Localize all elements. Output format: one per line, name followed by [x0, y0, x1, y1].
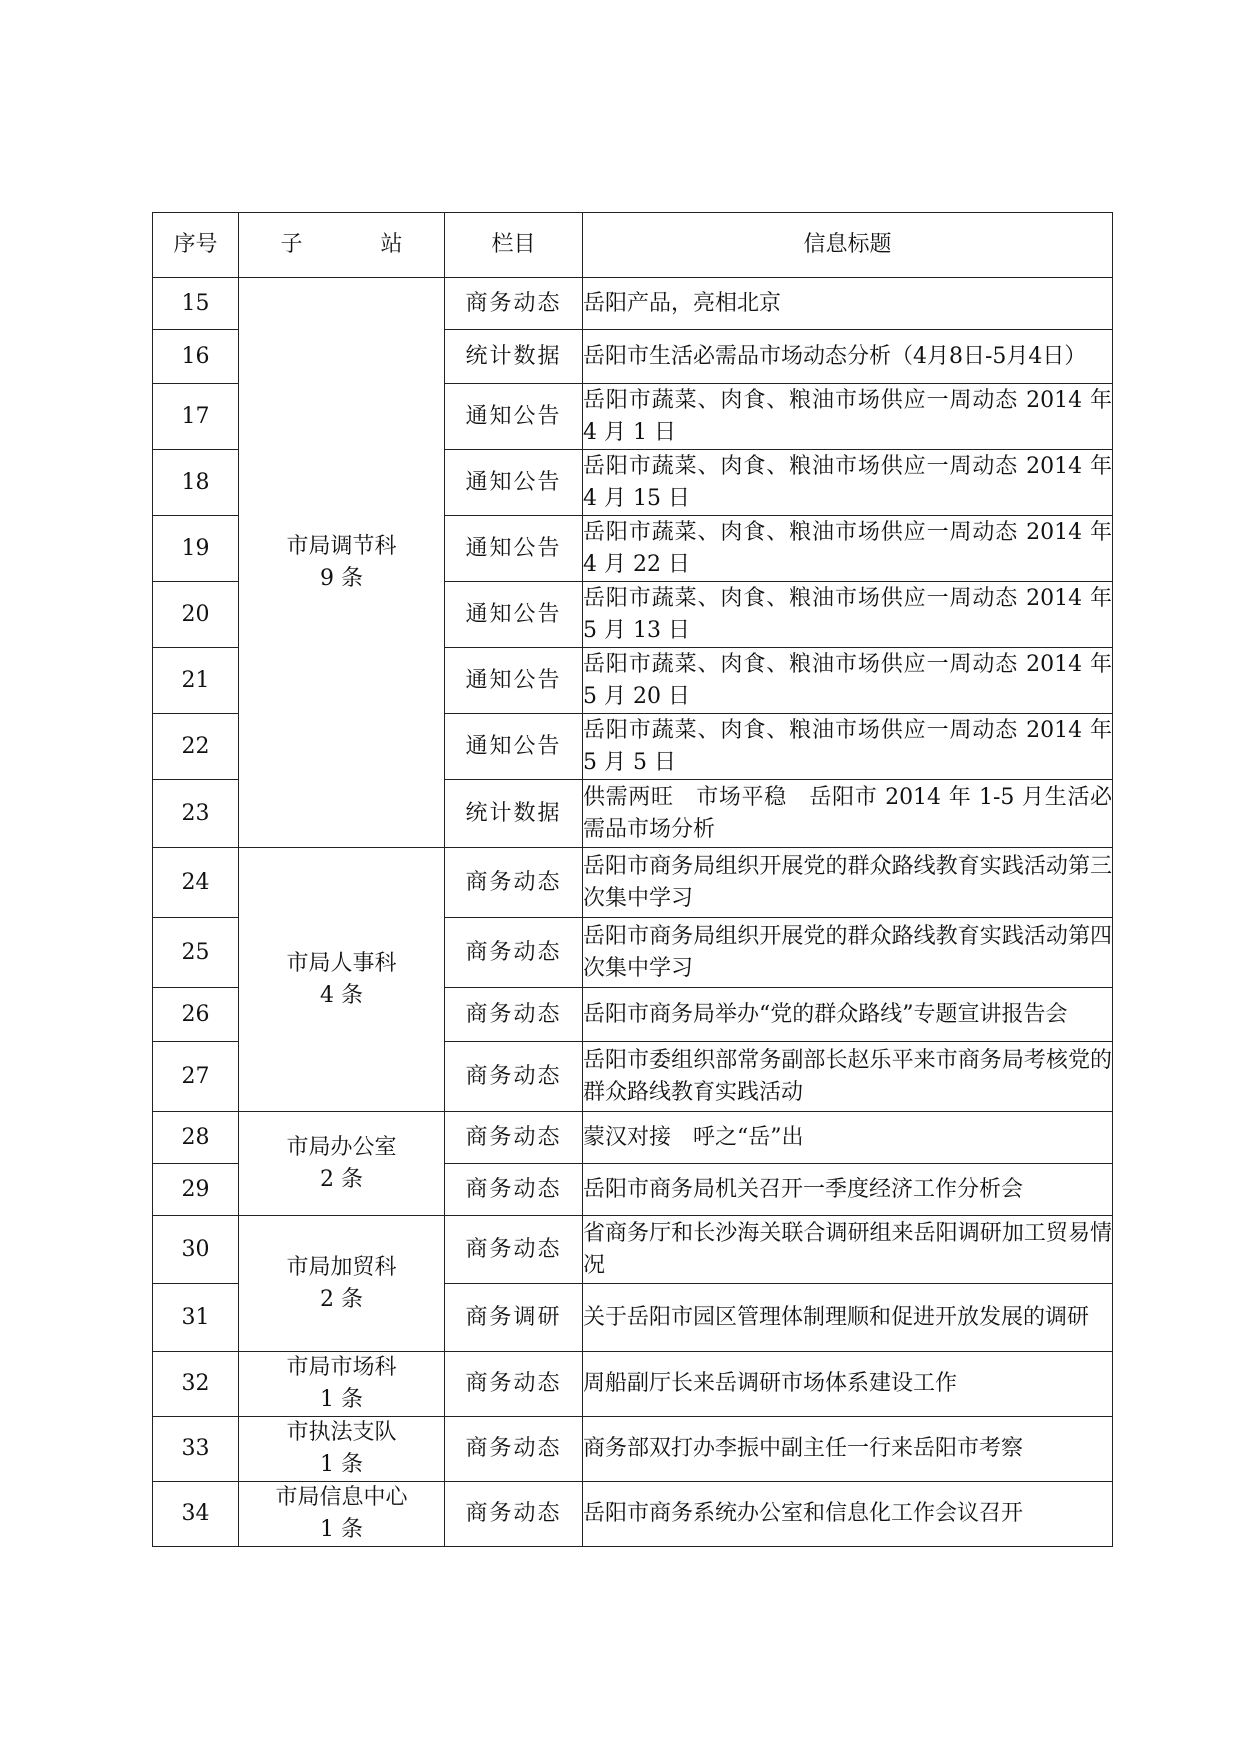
row-number: 17	[153, 384, 239, 450]
row-number: 19	[153, 516, 239, 582]
row-column: 商务动态	[445, 1112, 583, 1164]
info-table	[152, 212, 1113, 1547]
table-row	[153, 1112, 1113, 1164]
station-cell	[239, 1482, 445, 1547]
table-row	[153, 1417, 1113, 1482]
row-number: 18	[153, 450, 239, 516]
station-name: 市局加贸科	[286, 1254, 397, 1280]
row-title: 岳阳市商务局组织开展党的群众路线教育实践活动第四次集中学习	[583, 918, 1113, 988]
row-column: 通知公告	[445, 582, 583, 648]
row-number: 23	[153, 780, 239, 848]
row-title: 岳阳市商务系统办公室和信息化工作会议召开	[583, 1482, 1113, 1547]
table-row	[153, 278, 1113, 330]
row-number: 21	[153, 648, 239, 714]
header-station	[239, 213, 445, 278]
row-title: 岳阳市蔬菜、肉食、粮油市场供应一周动态 2014 年 5 月 5 日	[583, 714, 1113, 780]
station-name: 市局人事科	[286, 950, 397, 976]
table-row	[153, 1482, 1113, 1547]
row-number: 16	[153, 330, 239, 384]
row-column: 通知公告	[445, 516, 583, 582]
row-title: 蒙汉对接 呼之“岳”出	[583, 1112, 1113, 1164]
row-number: 30	[153, 1216, 239, 1284]
header-column: 栏目	[445, 213, 583, 278]
row-title: 周船副厅长来岳调研市场体系建设工作	[583, 1352, 1113, 1417]
row-title: 供需两旺 市场平稳 岳阳市 2014 年 1-5 月生活必需品市场分析	[583, 780, 1113, 848]
row-column: 商务动态	[445, 1482, 583, 1547]
row-number: 31	[153, 1284, 239, 1352]
row-column: 统计数据	[445, 780, 583, 848]
header-no: 序号	[153, 213, 239, 278]
row-column: 商务动态	[445, 1216, 583, 1284]
row-column: 商务动态	[445, 1042, 583, 1112]
row-number: 22	[153, 714, 239, 780]
row-column: 商务动态	[445, 1417, 583, 1482]
row-column: 通知公告	[445, 384, 583, 450]
station-cell	[239, 848, 445, 1112]
station-count: 1 条	[320, 1517, 363, 1542]
row-column: 通知公告	[445, 450, 583, 516]
station-cell	[239, 1352, 445, 1417]
row-column: 商务调研	[445, 1284, 583, 1352]
station-cell	[239, 278, 445, 848]
row-column: 商务动态	[445, 918, 583, 988]
row-title: 岳阳市蔬菜、肉食、粮油市场供应一周动态 2014 年 5 月 20 日	[583, 648, 1113, 714]
row-column: 通知公告	[445, 714, 583, 780]
row-title: 岳阳市蔬菜、肉食、粮油市场供应一周动态 2014 年 4 月 22 日	[583, 516, 1113, 582]
row-number: 32	[153, 1352, 239, 1417]
row-number: 27	[153, 1042, 239, 1112]
row-number: 15	[153, 278, 239, 330]
row-number: 20	[153, 582, 239, 648]
row-column: 通知公告	[445, 648, 583, 714]
row-number: 29	[153, 1164, 239, 1216]
row-title: 岳阳市蔬菜、肉食、粮油市场供应一周动态 2014 年 4 月 1 日	[583, 384, 1113, 450]
station-count: 4 条	[320, 982, 363, 1008]
table-row	[153, 848, 1113, 918]
header-title: 信息标题	[583, 213, 1113, 278]
row-title: 岳阳市商务局举办“党的群众路线”专题宣讲报告会	[583, 988, 1113, 1042]
table-row	[153, 1216, 1113, 1284]
row-number: 34	[153, 1482, 239, 1547]
row-title: 岳阳市委组织部常务副部长赵乐平来市商务局考核党的群众路线教育实践活动	[583, 1042, 1113, 1112]
row-title: 省商务厅和长沙海关联合调研组来岳阳调研加工贸易情况	[583, 1216, 1113, 1284]
station-cell	[239, 1417, 445, 1482]
station-cell	[239, 1112, 445, 1216]
row-title: 岳阳市商务局机关召开一季度经济工作分析会	[583, 1164, 1113, 1216]
row-number: 26	[153, 988, 239, 1042]
row-title: 岳阳市商务局组织开展党的群众路线教育实践活动第三次集中学习	[583, 848, 1113, 918]
row-column: 商务动态	[445, 1352, 583, 1417]
row-column: 统计数据	[445, 330, 583, 384]
station-name: 市局信息中心	[275, 1485, 408, 1510]
station-count: 1 条	[320, 1452, 363, 1477]
row-number: 25	[153, 918, 239, 988]
row-column: 商务动态	[445, 988, 583, 1042]
row-column: 商务动态	[445, 278, 583, 330]
station-count: 9 条	[320, 565, 363, 591]
row-title: 岳阳产品，亮相北京	[583, 278, 1113, 330]
table-row	[153, 1352, 1113, 1417]
row-column: 商务动态	[445, 848, 583, 918]
station-name: 市局办公室	[286, 1134, 397, 1160]
row-title: 商务部双打办李振中副主任一行来岳阳市考察	[583, 1417, 1113, 1482]
station-name: 市局市场科	[286, 1355, 397, 1380]
station-name: 市局调节科	[286, 533, 397, 559]
header-station-label: 子 站	[280, 232, 431, 257]
row-column: 商务动态	[445, 1164, 583, 1216]
station-count: 1 条	[320, 1387, 363, 1412]
row-title: 岳阳市蔬菜、肉食、粮油市场供应一周动态 2014 年 4 月 15 日	[583, 450, 1113, 516]
row-title: 关于岳阳市园区管理体制理顺和促进开放发展的调研	[583, 1284, 1113, 1352]
row-number: 24	[153, 848, 239, 918]
station-count: 2 条	[320, 1286, 363, 1312]
row-number: 33	[153, 1417, 239, 1482]
row-title: 岳阳市蔬菜、肉食、粮油市场供应一周动态 2014 年 5 月 13 日	[583, 582, 1113, 648]
row-title: 岳阳市生活必需品市场动态分析（4月8日-5月4日）	[583, 330, 1113, 384]
station-name: 市执法支队	[286, 1420, 397, 1445]
station-count: 2 条	[320, 1166, 363, 1192]
row-number: 28	[153, 1112, 239, 1164]
header-row	[153, 213, 1113, 278]
station-cell	[239, 1216, 445, 1352]
